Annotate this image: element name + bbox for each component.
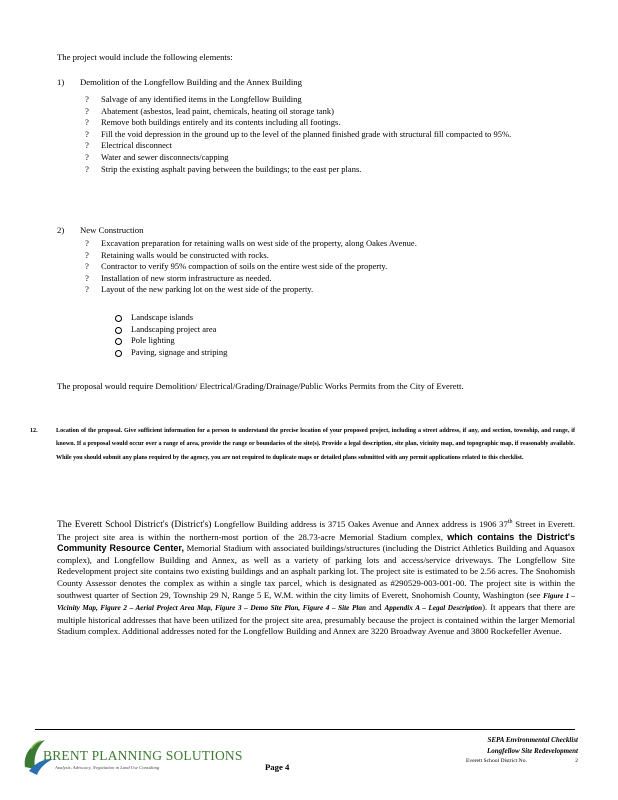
list-item: ? Fill the void depression in the ground up to the level of the planned finished grade with structural fill compacted to 95%. [80, 129, 575, 141]
figure-references: Figure 1 – Vicinity Map, Figure 2 – Aerial Project Area Map, Figure 3 – Demo Site Plan, Figure 4 – Site Plan [57, 591, 576, 613]
list-item: ? Water and sewer disconnects/capping [80, 152, 575, 164]
logo-tagline: Analysis, Advocacy, Negotiation in Land Use Consulting [55, 765, 160, 770]
list-item: ? Contractor to verify 95% compaction of soils on the entire west side of the property. [80, 261, 575, 273]
section-2-title: New Construction [80, 225, 144, 235]
permit-paragraph: The proposal would require Demolition/ Electrical/Grading/Drainage/Public Works Permits from the City of Everett. [57, 381, 464, 391]
list-item: Paving, signage and striping [113, 347, 413, 359]
bullet-marker: ? [85, 261, 89, 272]
bullet-marker: ? [85, 272, 89, 283]
circle-bullet-icon [115, 350, 122, 357]
list-item: ? Remove both buildings entirely and its contents including all footings. [80, 117, 575, 129]
section-1-title: Demolition of the Longfellow Building and the Annex Building [80, 77, 302, 87]
brent-planning-logo [21, 737, 243, 777]
parking-lot-sub-list [113, 312, 413, 358]
circle-bullet-icon [115, 315, 122, 322]
question-number: 12. [30, 428, 38, 434]
list-item: ? Abatement (asbestos, lead paint, chemicals, heating oil storage tank) [80, 106, 575, 118]
list-item: ? Installation of new storm infrastructure as needed. [80, 273, 575, 285]
bullet-marker: ? [85, 163, 89, 174]
bullet-marker: ? [85, 238, 89, 248]
footer-checklist-title: SEPA Environmental Checklist [487, 736, 578, 744]
footer-document-info [418, 735, 578, 767]
list-item: ? Excavation preparation for retaining walls on west side of the property, along Oakes Avenue. [80, 238, 575, 250]
intro-text: The project would include the following elements: [57, 52, 233, 62]
bullet-marker: ? [85, 284, 89, 295]
bullet-marker: ? [85, 117, 89, 128]
footer-district-line [418, 756, 578, 767]
list-item: ? Electrical disconnect [80, 140, 575, 152]
list-item: Pole lighting [113, 335, 413, 347]
list-item: Landscaping project area [113, 324, 413, 336]
list-item: ? Salvage of any identified items in the Longfellow Building [80, 94, 575, 106]
circle-bullet-icon [115, 327, 122, 334]
answer-bold-text: which contains the District's Community Resource Center, [57, 531, 575, 554]
circle-bullet-icon [115, 338, 122, 345]
section-1-number: 1) [57, 77, 65, 87]
list-item: ? Retaining walls would be constructed with rocks. [80, 250, 575, 262]
footer-district-number: 2 [575, 758, 578, 764]
appendix-reference: Appendix A – Legal Description [384, 604, 483, 613]
bullet-marker: ? [85, 105, 89, 116]
section-2-number: 2) [57, 225, 65, 235]
answer-lead: The Everett School District's (District's) [57, 520, 212, 530]
footer-divider [35, 729, 575, 730]
list-item: Landscape islands [113, 312, 413, 324]
logo-name: BRENT PLANNING SOLUTIONS [43, 748, 243, 763]
bullet-marker: ? [85, 140, 89, 151]
bullet-marker: ? [85, 151, 89, 162]
list-item: ? Strip the existing asphalt paving between the buildings; to the east per plans. [80, 164, 575, 176]
question-text: Location of the proposal. Give sufficient information for a person to understand the precise location of your proposed project, including a street address, if any, and section, township, and range, if known. If a proposal would occur over a range of area, provide the range or boundaries of the site(s). Provide a legal description, site plan, vicinity map, and topographic map, if reasonably available. While you should submit any plans required by the agency, you are not required to duplicate maps or detailed plans submitted with any permit applications related to this checklist. [56, 428, 575, 461]
bullet-marker: ? [85, 94, 89, 104]
bullet-marker: ? [85, 128, 89, 139]
footer-project-title: Longfellow Site Redevelopment [487, 746, 578, 755]
answer-paragraph: The Everett School District's (District's) Longfellow Building address is 3715 Oakes Avenue and Annex address is 1906 37th Street in Everett. The project site area is within the northern-most portion of the 28.73-acre Memorial Stadium complex, which contains the District's Community Resource Center, Memorial Stadium with associated buildings/structures (including the District Athletics Building and Aquasox complex), and Longfellow Building and Annex, as well as a variety of parking lots and access/service driveways. The Longfellow Site Redevelopment project site contains two existing buildings and an asphalt parking lot. The project site is estimated to be 2.56 acres. The Snohomish County Assessor denotes the complex as within a single tax parcel, which is designated as #290529-003-001-00. The project site is within the southwest quarter of Section 29, Township 29 N, Range 5 E, W.M. within the city limits of Everett, Snohomish County, Washington (see Figure 1 – Vicinity Map, Figure 2 – Aerial Project Area Map, Figure 3 – Demo Site Plan, Figure 4 – Site Plan and Appendix A – Legal Description). It appears that there are multiple historical addresses that have been utilized for the project site area, presumably because the project is contained within the larger Memorial Stadium complex. Additional addresses noted for the Longfellow Building and Annex are 3220 Broadway Avenue and 3800 Rockefeller Avenue. [57, 519, 576, 637]
footer-district-name: Everett School District No. [466, 758, 527, 764]
list-item: ? Layout of the new parking lot on the west side of the property. [80, 284, 575, 296]
section-1-bullet-list [80, 94, 575, 175]
bullet-marker: ? [85, 249, 89, 260]
section-2-bullet-list [80, 238, 575, 296]
page-number: Page 4 [265, 762, 290, 772]
